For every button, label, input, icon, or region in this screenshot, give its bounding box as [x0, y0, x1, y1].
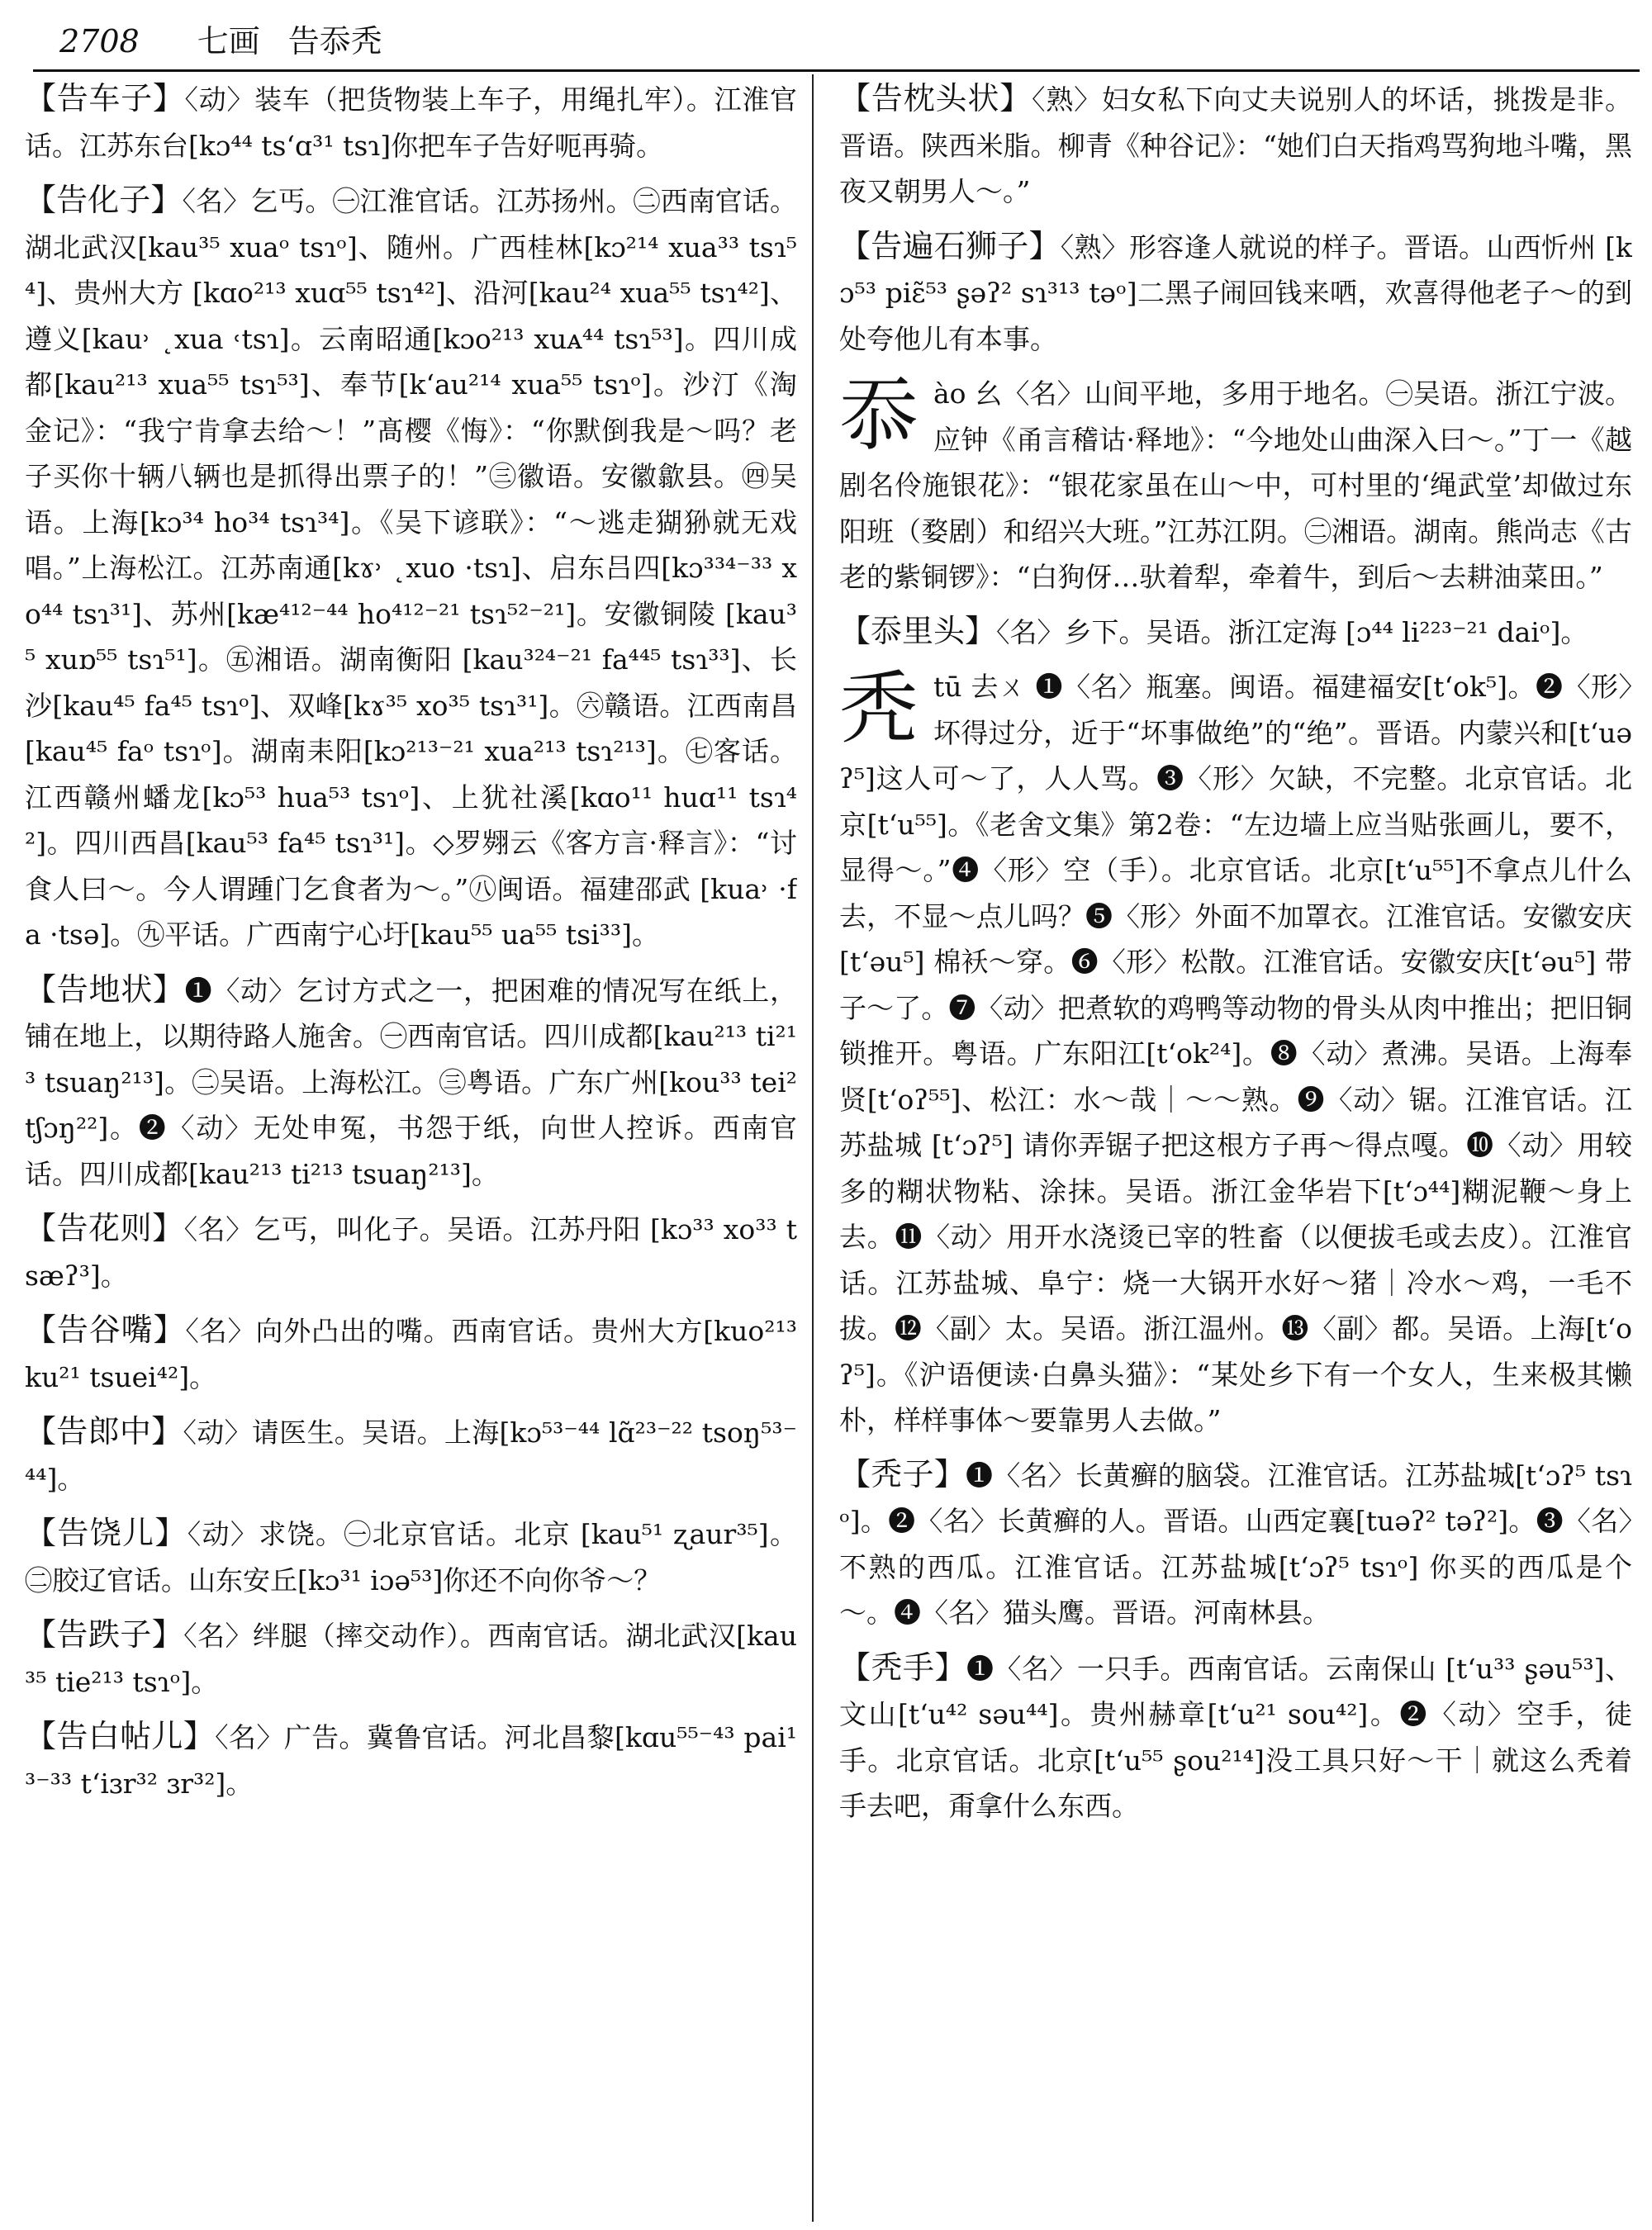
running-head — [59, 18, 1629, 64]
entry-headword: 【秃手】 — [839, 1649, 966, 1686]
entry-headword: 【告地状】 — [25, 970, 185, 1008]
entry-definition: 〈名〉广告。冀鲁官话。河北昌黎[kɑu⁵⁵⁻⁴³ pai¹³⁻³³ tʻiɜr³² ɜr³²]。 — [25, 1721, 797, 1800]
entry — [25, 1409, 797, 1502]
entry — [25, 1714, 797, 1806]
entry — [25, 967, 797, 1198]
entry — [25, 76, 797, 168]
character-definition: tū 去ㄨ ❶〈名〉瓶塞。闽语。福建福安[tʻok⁵]。❷〈形〉坏得过分，近于“坏事做绝”的“绝”。晋语。内蒙兴和[tʻuəʔ⁵]这人可～了，人人骂。❸〈形〉欠缺，不完整。北京官话。北京[tʻu⁵⁵]。《老舍文集》第2卷：“左边墙上应当贴张画儿，要不，显得～。”❹〈形〉空（手）。北京官话。北京[tʻu⁵⁵]不拿点儿什么去，不显～点儿吗？❺〈形〉外面不加罩衣。江淮官话。安徽安庆[tʻəu⁵] 棉袄～穿。❻〈形〉松散。江淮官话。安徽安庆[tʻəu⁵] 带子～了。❼〈动〉把煮软的鸡鸭等动物的骨头从肉中推出；把旧铜锁推开。粤语。广东阳江[tʻok²⁴]。❽〈动〉煮沸。吴语。上海奉贤[tʻoʔ⁵⁵]、松江：水～哉｜～～熟。❾〈动〉锯。江淮官话。江苏盐城 [tʻɔʔ⁵] 请你弄锯子把这根方子再～得点嘎。❿〈动〉用较多的糊状物粘、涂抹。吴语。浙江金华岩下[tʻɔ⁴⁴]糊泥鞭～身上去。⓫〈动〉用开水浇烫已宰的牲畜（以便拔毛或去皮）。江淮官话。江苏盐城、阜宁：烧一大锅开水好～猪｜冷水～鸡，一毛不拔。⓬〈副〉太。吴语。浙江温州。⓭〈副〉都。吴语。上海[tʻoʔ⁵]。《沪语便读·白鼻头猫》：“某处乡下有一个女人，生来极其懒朴，样样事体～要靠男人去做。” — [839, 671, 1632, 1436]
entry-definition: 〈动〉装车（把货物装上车子，用绳扎牢）。江淮官话。江苏东台[kɔ⁴⁴ tsʻɑ³¹ tsɿ]你把车子告好呃再骑。 — [25, 83, 797, 162]
entry — [839, 609, 1632, 656]
entry-definition: ❶〈动〉乞讨方式之一，把困难的情况写在纸上，铺在地上，以期待路人施舍。㊀西南官话。四川成都[kau²¹³ ti²¹³ tsuaŋ²¹³]。㊁吴语。上海松江。㊂粤语。广东广州[kou³³ tei² tʃɔŋ²²]。❷〈动〉无处申冤，书怨于纸，向世人控诉。西南官话。四川成都[kau²¹³ ti²¹³ tsuaŋ²¹³]。 — [25, 974, 797, 1190]
entry — [839, 1645, 1632, 1829]
entry-headword: 【告白帖儿】 — [25, 1718, 216, 1754]
column-divider — [812, 74, 814, 2222]
entry — [25, 178, 797, 958]
entry-definition: 〈动〉求饶。㊀北京官话。北京 [kau⁵¹ ʐaur³⁵]。㊁胶辽官话。山东安丘[kɔ³¹ iɔə⁵³]你还不向你爷～？ — [25, 1518, 797, 1597]
entry-headword: 【告谷嘴】 — [25, 1312, 186, 1348]
entry — [839, 1452, 1632, 1636]
character-headword: 秃 — [839, 662, 919, 755]
entry-definition: 〈名〉乞丐，叫化子。吴语。江苏丹阳 [kɔ³³ xo³³ tsæʔ³]。 — [25, 1213, 797, 1292]
entry-headword: 【告花则】 — [25, 1210, 184, 1246]
entry-headword: 【告饶儿】 — [25, 1515, 188, 1551]
entry-definition: ❶〈名〉长黄癣的脑袋。江淮官话。江苏盐城[tʻɔʔ⁵ tsɿᵒ]。❷〈名〉长黄癣的人。晋语。山西定襄[tuəʔ² təʔ²]。❸〈名〉不熟的西瓜。江淮官话。江苏盐城[tʻɔʔ⁵ tsɿᵒ] 你买的西瓜是个～。❹〈名〉猫头鹰。晋语。河南林县。 — [839, 1459, 1632, 1629]
right-column — [839, 76, 1632, 2223]
entry-definition: ❶〈名〉一只手。西南官话。云南保山 [tʻu³³ ʂəu⁵³]、文山[tʻu⁴² səu⁴⁴]。贵州赫章[tʻu²¹ sou⁴²]。❷〈动〉空手，徒手。北京官话。北京[tʻu⁵⁵ ʂou²¹⁴]没工具只好～干｜就这么秃着手去吧，甭拿什么东西。 — [839, 1652, 1632, 1822]
entry-definition: 〈动〉请医生。吴语。上海[kɔ⁵³⁻⁴⁴ lɑ̃²³⁻²² tsoŋ⁵³⁻⁴⁴]。 — [25, 1416, 797, 1495]
entry-headword: 【忝里头】 — [839, 612, 997, 649]
entry-headword: 【告郎中】 — [25, 1413, 183, 1450]
entry-headword: 【告车子】 — [25, 80, 185, 116]
entry — [25, 1511, 797, 1603]
character-definition: ào 幺〈名〉山间平地，多用于地名。㊀吴语。浙江宁波。应钟《甬言稽诂·释地》：“今地处山曲深入曰～。”丁一《越剧名伶施银花》：“银花家虽在山～中，可村里的‘绳武堂’却做过东阳班（婺剧）和绍兴大班。”江苏江阴。㊁湘语。湖南。熊尚志《古老的紫铜锣》：“白狗伢…驮着犁，牵着牛，到后～去耕油菜田。” — [839, 377, 1632, 593]
header-rule — [33, 69, 1640, 72]
entry-definition: 〈名〉乡下。吴语。浙江定海 [ɔ⁴⁴ li²²³⁻²¹ daiᵒ]。 — [996, 615, 1588, 648]
entry-definition: 〈熟〉妇女私下向丈夫说别人的坏话，挑拨是非。晋语。陕西米脂。柳青《种谷记》：“她们白天指鸡骂狗地斗嘴，黑夜又朝男人～。” — [839, 83, 1632, 207]
entry-headword: 【告跌子】 — [25, 1616, 184, 1653]
entry-definition: 〈名〉乞丐。㊀江淮官话。江苏扬州。㊁西南官话。湖北武汉[kau³⁵ xuaᵒ tsɿᵒ]、随州。广西桂林[kɔ²¹⁴ xua³³ tsɿ⁵⁴]、贵州大方 [kɑo²¹³ xuɑ⁵⁵ tsɿ⁴²]、沿河[kau²⁴ xua⁵⁵ tsɿ⁴²]、遵义[kau˒ ˛xua ˓tsɿ]。云南昭通[kɔo²¹³ xuᴀ⁴⁴ tsɿ⁵³]。四川成都[kau²¹³ xua⁵⁵ tsɿ⁵³]、奉节[kʻau²¹⁴ xua⁵⁵ tsɿᵒ]。沙汀《淘金记》：“我宁肯拿去给～！”髙樱《悔》：“你默倒我是～吗？老子买你十辆八辆也是抓得出票子的！”㊂徽语。安徽歙县。㊃吴语。上海[kɔ³⁴ ho³⁴ tsɿ³⁴]。《吴下谚联》：“～逃走猢狲就无戏唱。”上海松江。江苏南通[kɤ˒ ˛xuo ·tsɿ]、启东吕四[kɔ³³⁴⁻³³ xo⁴⁴ tsɿ³¹]、苏州[kæ⁴¹²⁻⁴⁴ ho⁴¹²⁻²¹ tsɿ⁵²⁻²¹]。安徽铜陵 [kau³⁵ xuɒ⁵⁵ tsɿ⁵¹]。㊄湘语。湖南衡阳 [kau³²⁴⁻²¹ fa⁴⁴⁵ tsɿ³³]、长沙[kau⁴⁵ fa⁴⁵ tsɿᵒ]、双峰[kɤ³⁵ xo³⁵ tsɿ³¹]。㊅赣语。江西南昌[kau⁴⁵ faᵒ tsɿᵒ]。湖南耒阳[kɔ²¹³⁻²¹ xua²¹³ tsɿ²¹³]。㊆客话。江西赣州蟠龙[kɔ⁵³ hua⁵³ tsɿᵒ]、上犹社溪[kɑo¹¹ huɑ¹¹ tsɿ⁴²]。四川西昌[kau⁵³ fa⁴⁵ tsɿ³¹]。◇罗翙云《客方言·释言》：“讨食人曰～。今人谓踵门乞食者为～。”㊇闽语。福建邵武 [kua˒ ·fa ·tsə]。㊈平话。广西南宁心圩[kau⁵⁵ ua⁵⁵ tsi³³]。 — [25, 185, 797, 951]
entry — [25, 1612, 797, 1705]
entry-headword: 【告化子】 — [25, 182, 183, 218]
entry — [839, 76, 1632, 215]
character-headword: 忝 — [839, 369, 919, 462]
page-number: 2708 — [59, 23, 140, 59]
left-column — [25, 76, 797, 2223]
entry-headword: 【告枕头状】 — [839, 80, 1032, 116]
entry — [839, 224, 1632, 363]
character-entry — [839, 371, 1632, 600]
page-characters: 告忝秃 — [287, 23, 382, 59]
entry-headword: 【告遍石狮子】 — [839, 227, 1061, 264]
stroke-count: 七画 — [197, 23, 260, 59]
entry — [25, 1307, 797, 1400]
entry — [25, 1206, 797, 1298]
character-entry — [839, 664, 1632, 1444]
entry-definition: 〈熟〉形容逢人就说的样子。晋语。山西忻州 [kɔ⁵³ piɛ̃⁵³ ʂəʔ² sɿ³¹³ təᵒ]二黑子闹回钱来哂，欢喜得他老子～的到处夸他儿有本事。 — [839, 230, 1632, 355]
entry-definition: 〈名〉向外凸出的嘴。西南官话。贵州大方[kuo²¹³ ku²¹ tsuei⁴²]。 — [25, 1315, 797, 1393]
entry-definition: 〈名〉绊腿（摔交动作）。西南官话。湖北武汉[kau³⁵ tie²¹³ tsɿᵒ]。 — [25, 1620, 797, 1698]
entry-headword: 【秃子】 — [839, 1455, 966, 1492]
